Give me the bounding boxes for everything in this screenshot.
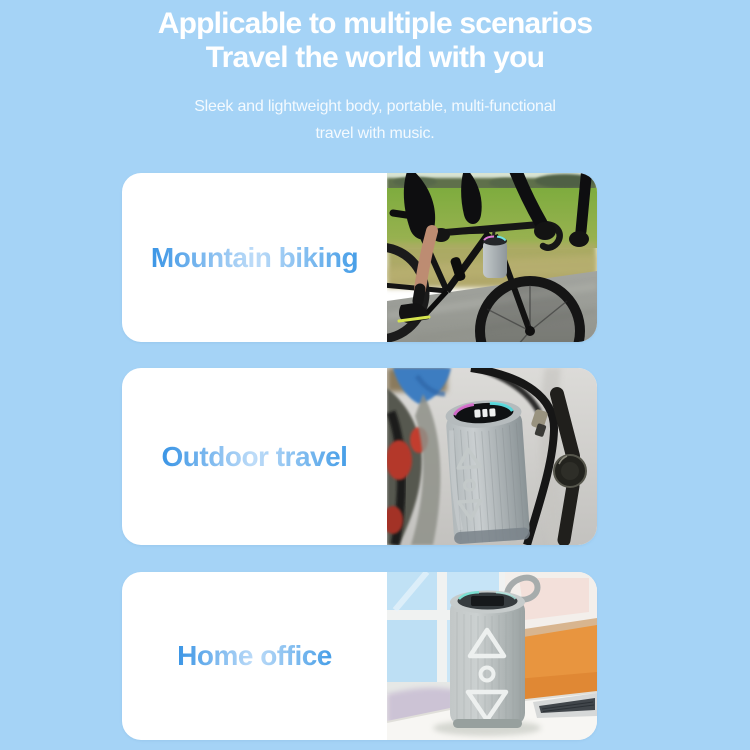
scenario-card-outdoor-travel: [122, 368, 597, 545]
scenario-card-mountain-biking: [122, 173, 597, 342]
scenario-label: Outdoor travel: [161, 440, 348, 472]
scenario-label-wrap: [122, 572, 387, 740]
outdoor-travel-photo: [387, 368, 597, 545]
backpack-scene-art: [387, 368, 597, 545]
speaker-on-handlebar-illustration: [483, 231, 507, 278]
speaker-logo-mark: [474, 408, 496, 417]
scenario-label-wrap: [122, 368, 387, 545]
scenario-label: Mountain biking: [150, 241, 359, 273]
speaker-illustration: [445, 398, 531, 544]
scenario-card-home-office: [122, 572, 597, 740]
home-office-photo: [387, 572, 597, 740]
page-title-line2: Travel the world with you: [205, 41, 545, 74]
cyclist-scene-art: [387, 173, 597, 342]
hero-header: [0, 0, 750, 147]
page-title-line1: Applicable to multiple scenarios: [157, 7, 593, 40]
desk-scene-art: [387, 572, 597, 740]
page-subtitle: [0, 93, 750, 147]
scenario-cards: [122, 173, 597, 740]
mountain-biking-photo: [387, 173, 597, 342]
scenario-label-wrap: [122, 173, 387, 342]
speaker-illustration: [450, 578, 537, 728]
page-subtitle-line1: Sleek and lightweight body, portable, multi-functional: [194, 98, 556, 115]
scenario-label: Home office: [177, 640, 332, 671]
page-subtitle-line2: travel with music.: [315, 125, 435, 142]
page-title: [0, 0, 750, 75]
